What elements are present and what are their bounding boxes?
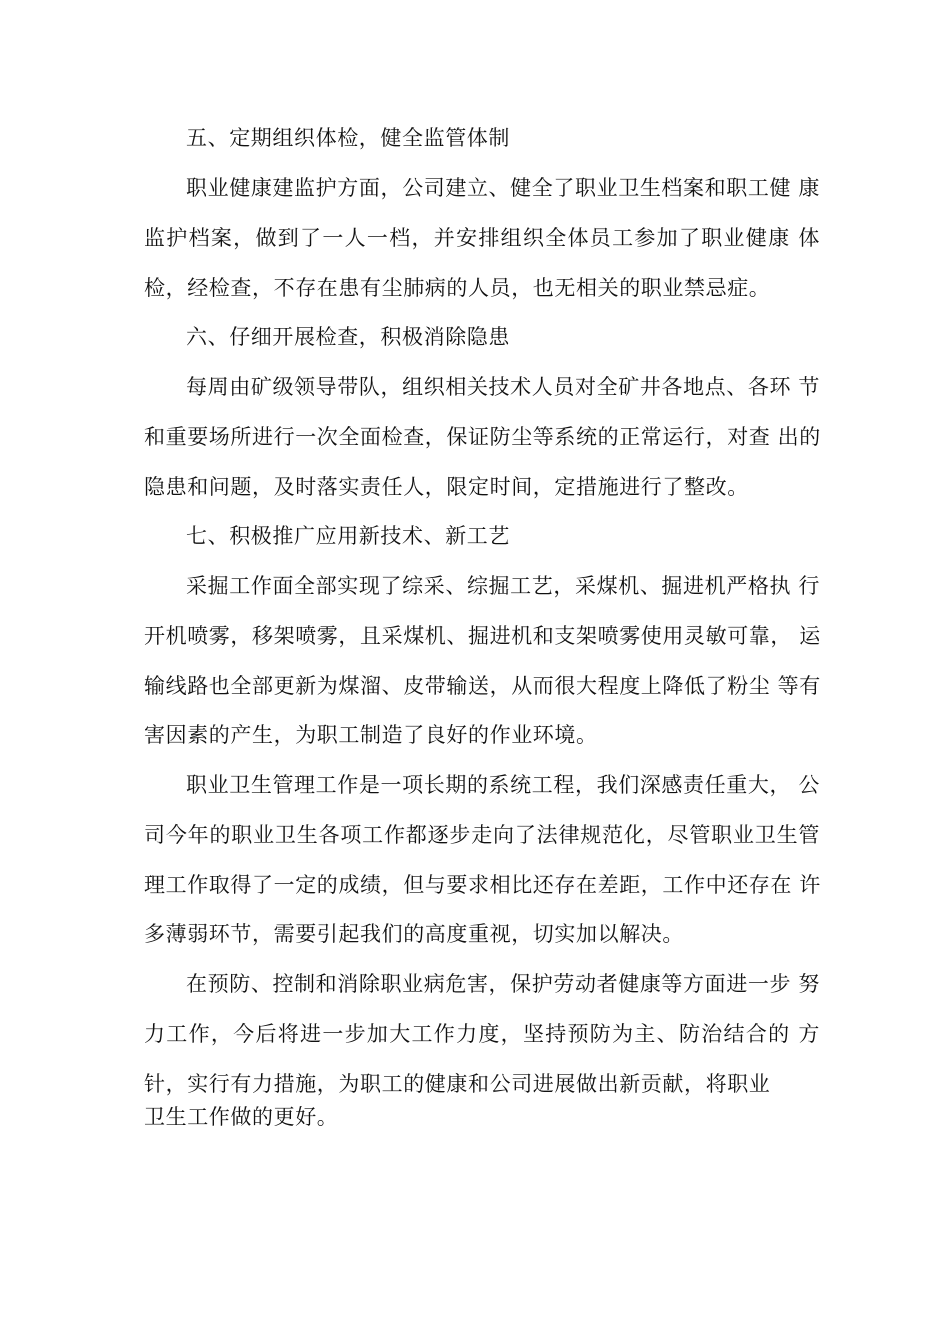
section-heading-7: 七、积极推广应用新技术、新工艺: [186, 524, 510, 548]
paragraph-line: 理工作取得了一定的成绩，但与要求相比还存在差距，工作中还存在 许: [144, 873, 821, 897]
paragraph-line: 多薄弱环节，需要引起我们的高度重视，切实加以解决。: [144, 922, 684, 946]
paragraph-line: 检，经检查，不存在患有尘肺病的人员，也无相关的职业禁忌症。: [144, 276, 771, 300]
paragraph-line: 在预防、控制和消除职业病危害，保护劳动者健康等方面进一步 努: [186, 972, 820, 996]
paragraph-line: 监护档案，做到了一人一档，并安排组织全体员工参加了职业健康 体: [144, 226, 820, 250]
paragraph-line: 力工作，今后将进一步加大工作力度，坚持预防为主、防治结合的 方: [144, 1022, 820, 1046]
section-heading-5: 五、定期组织体检，健全监管体制: [186, 126, 510, 150]
paragraph-line: 职业健康建监护方面，公司建立、健全了职业卫生档案和职工健 康: [186, 176, 820, 200]
paragraph-line: 和重要场所进行一次全面检查，保证防尘等系统的正常运行，对查 出的: [144, 425, 821, 449]
paragraph-line: 采掘工作面全部实现了综采、综掘工艺，采煤机、掘进机严格执 行: [186, 574, 820, 598]
section-heading-6: 六、仔细开展检查，积极消除隐患: [186, 325, 510, 349]
paragraph-line: 每周由矿级领导带队，组织相关技术人员对全矿井各地点、各环 节: [186, 375, 820, 399]
paragraph-line: 害因素的产生，为职工制造了良好的作业环境。: [144, 723, 598, 747]
paragraph-line: 卫生工作做的更好。: [144, 1105, 339, 1129]
paragraph-line: 针，实行有力措施，为职工的健康和公司进展做出新贡献，将职业: [144, 1072, 771, 1096]
paragraph-line: 隐患和问题，及时落实责任人，限定时间，定措施进行了整改。: [144, 475, 749, 499]
paragraph-line: 职业卫生管理工作是一项长期的系统工程，我们深感责任重大， 公: [186, 773, 820, 797]
paragraph-line: 输线路也全部更新为煤溜、皮带输送，从而很大程度上降低了粉尘 等有: [144, 674, 821, 698]
paragraph-line: 开机喷雾，移架喷雾，且采煤机、掘进机和支架喷雾使用灵敏可靠， 运: [144, 624, 821, 648]
paragraph-line: 司今年的职业卫生各项工作都逐步走向了法律规范化，尽管职业卫生管: [144, 823, 820, 847]
